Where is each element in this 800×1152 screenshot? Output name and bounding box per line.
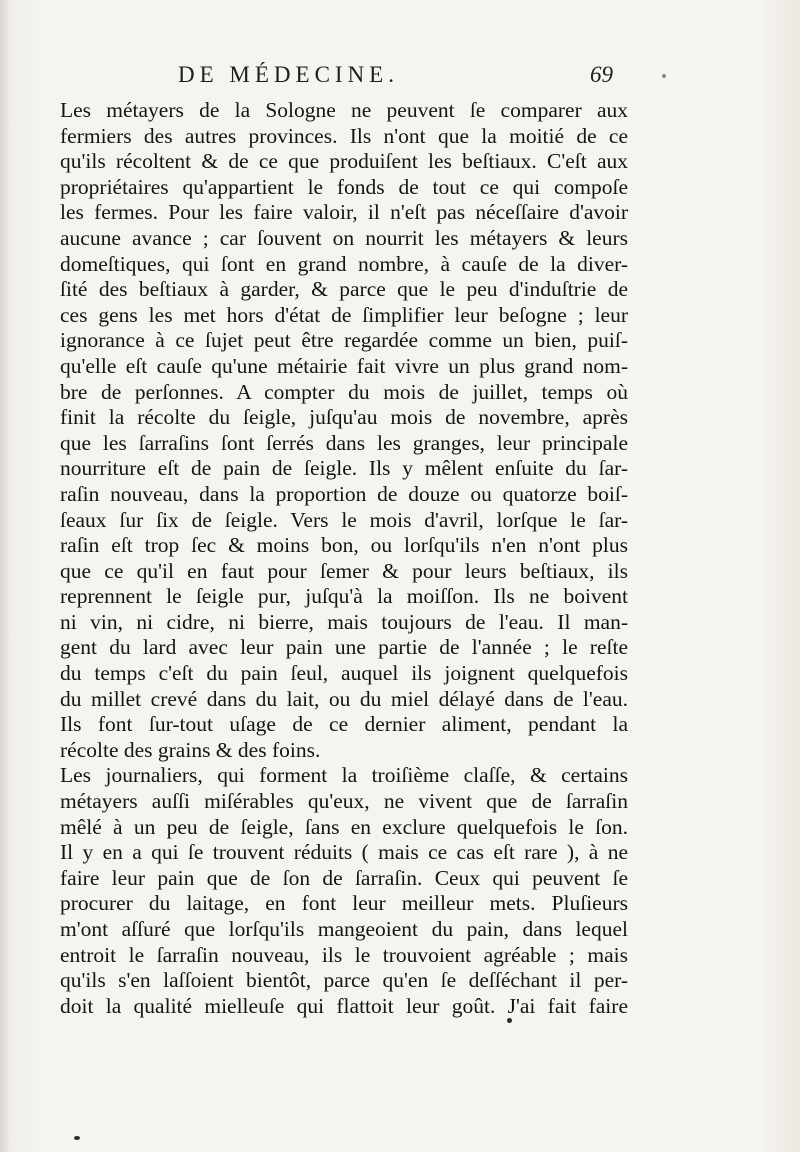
text-line: entroit le ſarraſin nouveau, ils le trouvoient agréable ; mais [60,942,628,967]
text-line: du temps c'eſt du pain ſeul, auquel ils joignent quelquefois [60,661,628,686]
text-line: récolte des grains & des foins. [60,737,321,762]
ink-speck [662,74,666,78]
text-line: procurer du laitage, en font leur meilleur mets. Pluſieurs [60,891,628,916]
text-line: m'ont aſſuré que lorſqu'ils mangeoient du pain, dans lequel [60,917,628,941]
running-title: DE MÉDECINE. [178,62,399,87]
text-line: qu'elle eſt cauſe qu'une métairie fait vivre un plus grand nom- [60,353,628,378]
text-line: les fermes. Pour les faire valoir, il n'eſt pas néceſſaire d'avoir [60,200,628,225]
text-line: que ce qu'il en faut pour ſemer & pour leurs beſtiaux, ils [60,558,628,583]
text-line: bre de perſonnes. A compter du mois de juillet, temps où [60,379,628,404]
text-line: mêlé à un peu de ſeigle, ſans en exclure quelquefois le ſon. [60,814,628,839]
text-line: ſité des beſtiaux à garder, & parce que le peu d'induſtrie de [60,277,628,302]
text-line: raſin nouveau, dans la proportion de douze ou quatorze boiſ- [60,481,628,506]
text-line: faire leur pain que de ſon de ſarraſin. Ceux qui peuvent ſe [60,865,628,890]
text-line: ignorance à ce ſujet peut être regardée comme un bien, puiſ- [60,328,628,353]
text-line: métayers auſſi miſérables qu'eux, ne vivent que de ſarraſin [60,789,628,814]
text-line: finit la récolte du ſeigle, juſqu'au mois de novembre, après [60,405,628,430]
text-line: qu'ils récoltent & de ce que produiſent les beſtiaux. C'eſt aux [60,149,628,174]
text-line: qu'ils s'en laſſoient bientôt, parce qu'en ſe deſſéchant il per- [60,968,628,993]
page-number: 69 [590,62,613,87]
text-line: raſin eſt trop ſec & moins bon, ou lorſqu'ils n'en n'ont plus [60,533,628,558]
text-line: aucune avance ; car ſouvent on nourrit les métayers & leurs [60,225,628,250]
running-head [0,62,800,92]
text-line: ces gens les met hors d'état de ſimplifier leur beſogne ; leur [60,302,628,327]
text-line: gent du lard avec leur pain une partie de l'année ; le reſte [60,635,628,660]
text-line: ni vin, ni cidre, ni bierre, mais toujours de l'eau. Il man- [60,609,628,634]
body-text [60,98,628,1019]
paragraph-2 [60,763,628,1019]
text-line: Les métayers de la Sologne ne peuvent ſe comparer aux [60,98,628,122]
text-line: propriétaires qu'appartient le fonds de tout ce qui compoſe [60,174,628,199]
text-line: ſeaux ſur ſix de ſeigle. Vers le mois d'avril, lorſque le ſar- [60,507,628,532]
paragraph-1 [60,98,628,763]
text-line: doit la qualité mielleuſe qui flattoit leur goût. J'ai fait faire [60,993,628,1018]
text-line: Ils font ſur-tout uſage de ce dernier aliment, pendant la [60,712,628,737]
text-line: domeſtiques, qui ſont en grand nombre, à cauſe de la diver- [60,251,628,276]
text-line: Les journaliers, qui forment la troiſième claſſe, & certains [60,763,628,788]
text-line: fermiers des autres provinces. Ils n'ont que la moitié de ce [60,123,628,148]
ink-speck [507,1018,512,1023]
text-line: que les ſarraſins ſont ſerrés dans les granges, leur principale [60,430,628,455]
text-line: du millet crevé dans du lait, ou du miel délayé dans de l'eau. [60,686,628,711]
text-line: reprennent le ſeigle pur, juſqu'à la moiſſon. Ils ne boivent [60,584,628,609]
ink-speck [74,1136,80,1140]
text-line: nourriture eſt de pain de ſeigle. Ils y mêlent enſuite du ſar- [60,456,628,481]
text-line: Il y en a qui ſe trouvent réduits ( mais ce cas eſt rare ), à ne [60,840,628,865]
